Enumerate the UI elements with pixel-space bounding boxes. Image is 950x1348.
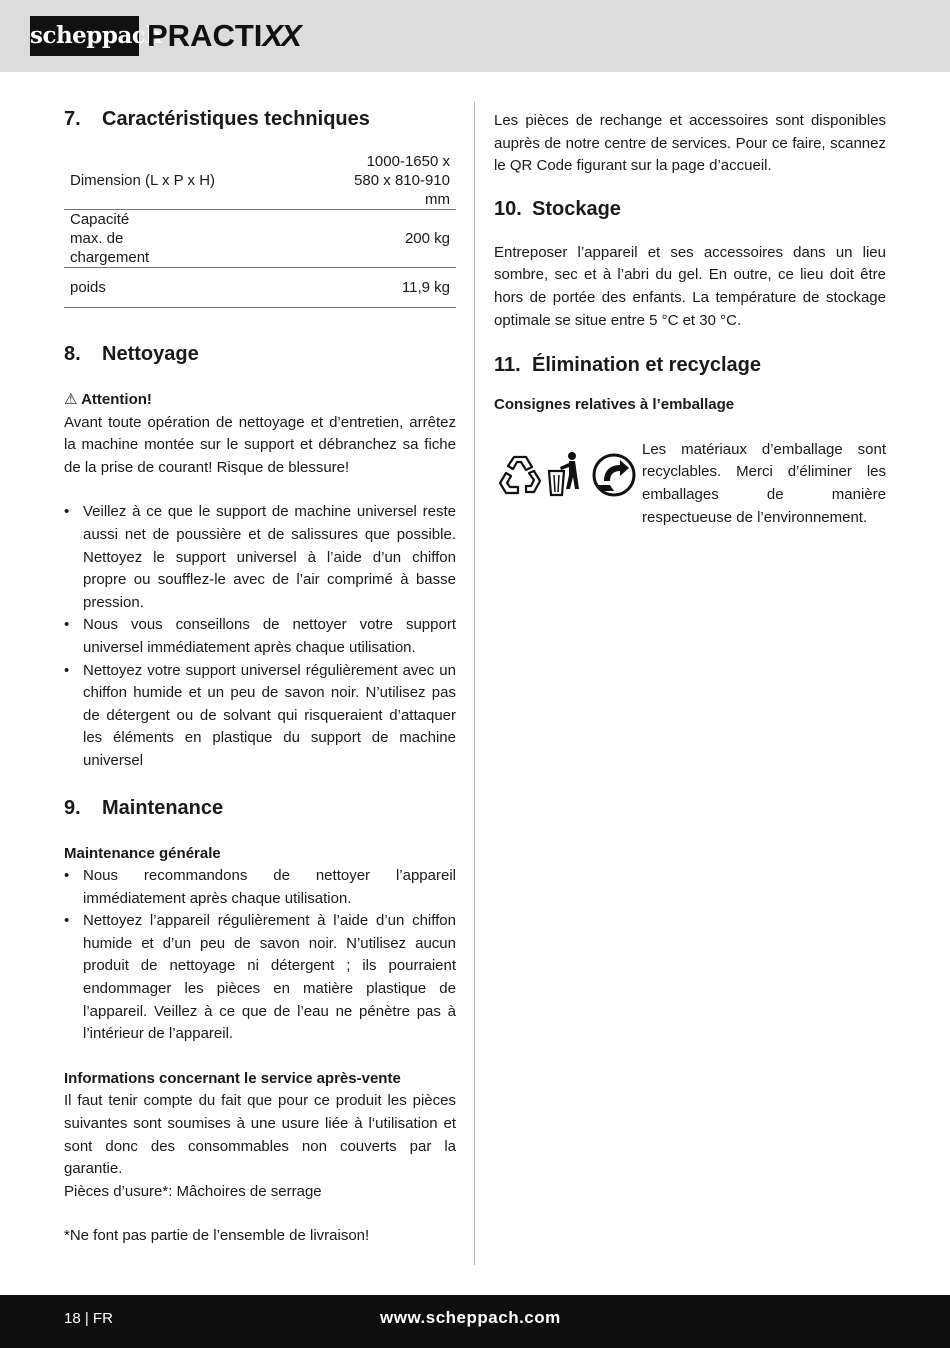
spec-value: 1000-1650 x 580 x 810-910 mm (339, 152, 456, 210)
column-divider (474, 102, 475, 1265)
section-11-title: Élimination et recyclage (532, 354, 761, 377)
website-link[interactable]: www.scheppach.com (380, 1308, 561, 1327)
list-item: • Nettoyez l’appareil régulièrement à l’aide d’un chiffon humide et d’un peu de savon noir. N’utilisez aucun produit de nettoyage ni détergent ; ils pourraient endommager les pièces en matière plastique de l’appareil. Veillez à ce que de l’eau ne pénètre pas à l’intérieur de l’appareil. (64, 912, 456, 1043)
maintenance-list (64, 865, 456, 1046)
storage-text: Entreposer l’appareil et ses accessoires dans un lieu sombre, sec et à l’abri du gel. En outre, ce lieu doit être hors de portée des enfants. La température de stockage optimale se situe entre 5 °C et 30 °C. (494, 243, 886, 329)
section-10-title: Stockage (532, 197, 621, 220)
spare-parts-text: Les pièces de rechange et accessoires sont disponibles auprès de notre centre de services. Pour ce faire, scannez le QR Code figurant sur la page d’accueil. (494, 112, 886, 175)
packaging-heading: Consignes relatives à l’emballage (494, 396, 735, 414)
spec-value: 11,9 kg (339, 268, 456, 308)
packaging-text: Les matériaux d’emballage sont recyclables. Merci d’éliminer les emballages de manière respectueuse de l’environnement. (642, 440, 886, 526)
attention-heading (64, 389, 456, 412)
language-code: FR (92, 1310, 113, 1327)
attention-label: Attention! (81, 391, 152, 408)
spec-label: poids (64, 268, 339, 308)
list-item: • Nous vous conseillons de nettoyer votre support universel immédiatement après chaque utilisation. (64, 616, 456, 656)
list-item-text: Veillez à ce que le support de machine universel reste aussi net de poussière et de salissures que possible. Nettoyez le support universel à l’aide d’un chiffon propre ou soufflez-le avec de l’air comprimé à basse pression. (83, 503, 456, 611)
page-footer (0, 1295, 950, 1348)
spec-value: 200 kg (339, 210, 456, 268)
recycle-icon (496, 451, 544, 499)
right-column (494, 110, 886, 534)
list-item: • Nettoyez votre support universel régulièrement avec un chiffon humide et un peu de savon noir. N’utilisez pas de détergent ou de solvant qui risqueraient d’attaquer les éléments en plastique du support de machine universel (64, 661, 456, 769)
page-header (0, 0, 950, 72)
warning-text: Avant toute opération de nettoyage et d’entretien, arrêtez la machine montée sur le support et débranchez sa fiche de la prise de courant! Risque de blessure! (64, 413, 456, 476)
list-item: • Veillez à ce que le support de machine universel reste aussi net de poussière et de salissures que possible. Nettoyez le support universel à l’aide d’un chiffon propre ou soufflez-le avec de l’air comprimé à basse pression. (64, 503, 456, 611)
section-8-number: 8. (64, 343, 81, 365)
spec-table (64, 152, 456, 308)
section-8-heading (64, 339, 456, 369)
brand-xx: XX (262, 18, 300, 53)
recycling-icons (494, 451, 640, 501)
table-row (64, 268, 456, 308)
trash-bin-icon (546, 451, 586, 499)
section-9-title: Maintenance (102, 796, 224, 819)
page-number: 18 | FR (64, 1310, 113, 1327)
section-7-heading (64, 104, 456, 134)
section-9-number: 9. (64, 796, 81, 819)
section-11-number: 11. (494, 354, 521, 377)
section-7-number: 7. (64, 108, 81, 130)
list-item: • Nous recommandons de nettoyer l’appareil immédiatement après chaque utilisation. (64, 867, 456, 907)
spec-label: Dimension (L x P x H) (64, 152, 339, 210)
section-9-heading (64, 793, 456, 823)
list-item-text: Nous vous conseillons de nettoyer votre support universel immédiatement après chaque utilisation. (83, 616, 456, 656)
section-10-number: 10. (494, 197, 522, 220)
list-item-text: Nettoyez votre support universel régulièrement avec un chiffon humide et un peu de savon noir. N’utilisez pas de détergent ou de solvant qui risqueraient d’attaquer les éléments en plastique du support de machine universel (83, 661, 456, 769)
brand-main: PRACTI (147, 18, 263, 53)
table-row (64, 152, 456, 210)
practixx-logo (147, 14, 300, 58)
page-number-value: 18 (64, 1310, 81, 1327)
section-8-title: Nettoyage (102, 343, 199, 365)
warning-triangle-icon: ⚠ (64, 391, 78, 408)
table-row (64, 210, 456, 268)
section-7-title: Caractéristiques techniques (102, 108, 370, 130)
footnote: *Ne font pas partie de l’ensemble de livraison! (64, 1227, 370, 1245)
recycling-hand-icon (590, 451, 638, 499)
list-item-text: Nous recommandons de nettoyer l’appareil immédiatement après chaque utilisation. (83, 867, 456, 907)
list-item-text: Nettoyez l’appareil régulièrement à l’aide d’un chiffon humide et d’un peu de savon noir. N’utilisez aucun produit de nettoyage ni détergent ; ils pourraient endommager les pièces en matière plastique de l’appareil. Veillez à ce que de l’eau ne pénètre pas à l’intérieur de l’appareil. (83, 912, 456, 1043)
service-heading: Informations concernant le service après-vente (64, 1069, 401, 1087)
cleaning-list (64, 501, 456, 772)
wear-parts-text: Pièces d’usure*: Mâchoires de serrage (64, 1182, 322, 1200)
service-text: Il faut tenir compte du fait que pour ce produit les pièces suivantes sont soumises à une usure liée à l‘utilisation et sont donc des consommables non couverts par la garantie. (64, 1092, 456, 1178)
section-10-heading (494, 194, 886, 224)
section-11-heading (494, 350, 886, 380)
left-column (64, 104, 456, 1248)
packaging-block (494, 439, 886, 534)
scheppach-logo: scheppach (30, 16, 139, 56)
spec-label: Capacité max. de chargement (64, 210, 339, 268)
general-maintenance-heading: Maintenance générale (64, 844, 221, 862)
